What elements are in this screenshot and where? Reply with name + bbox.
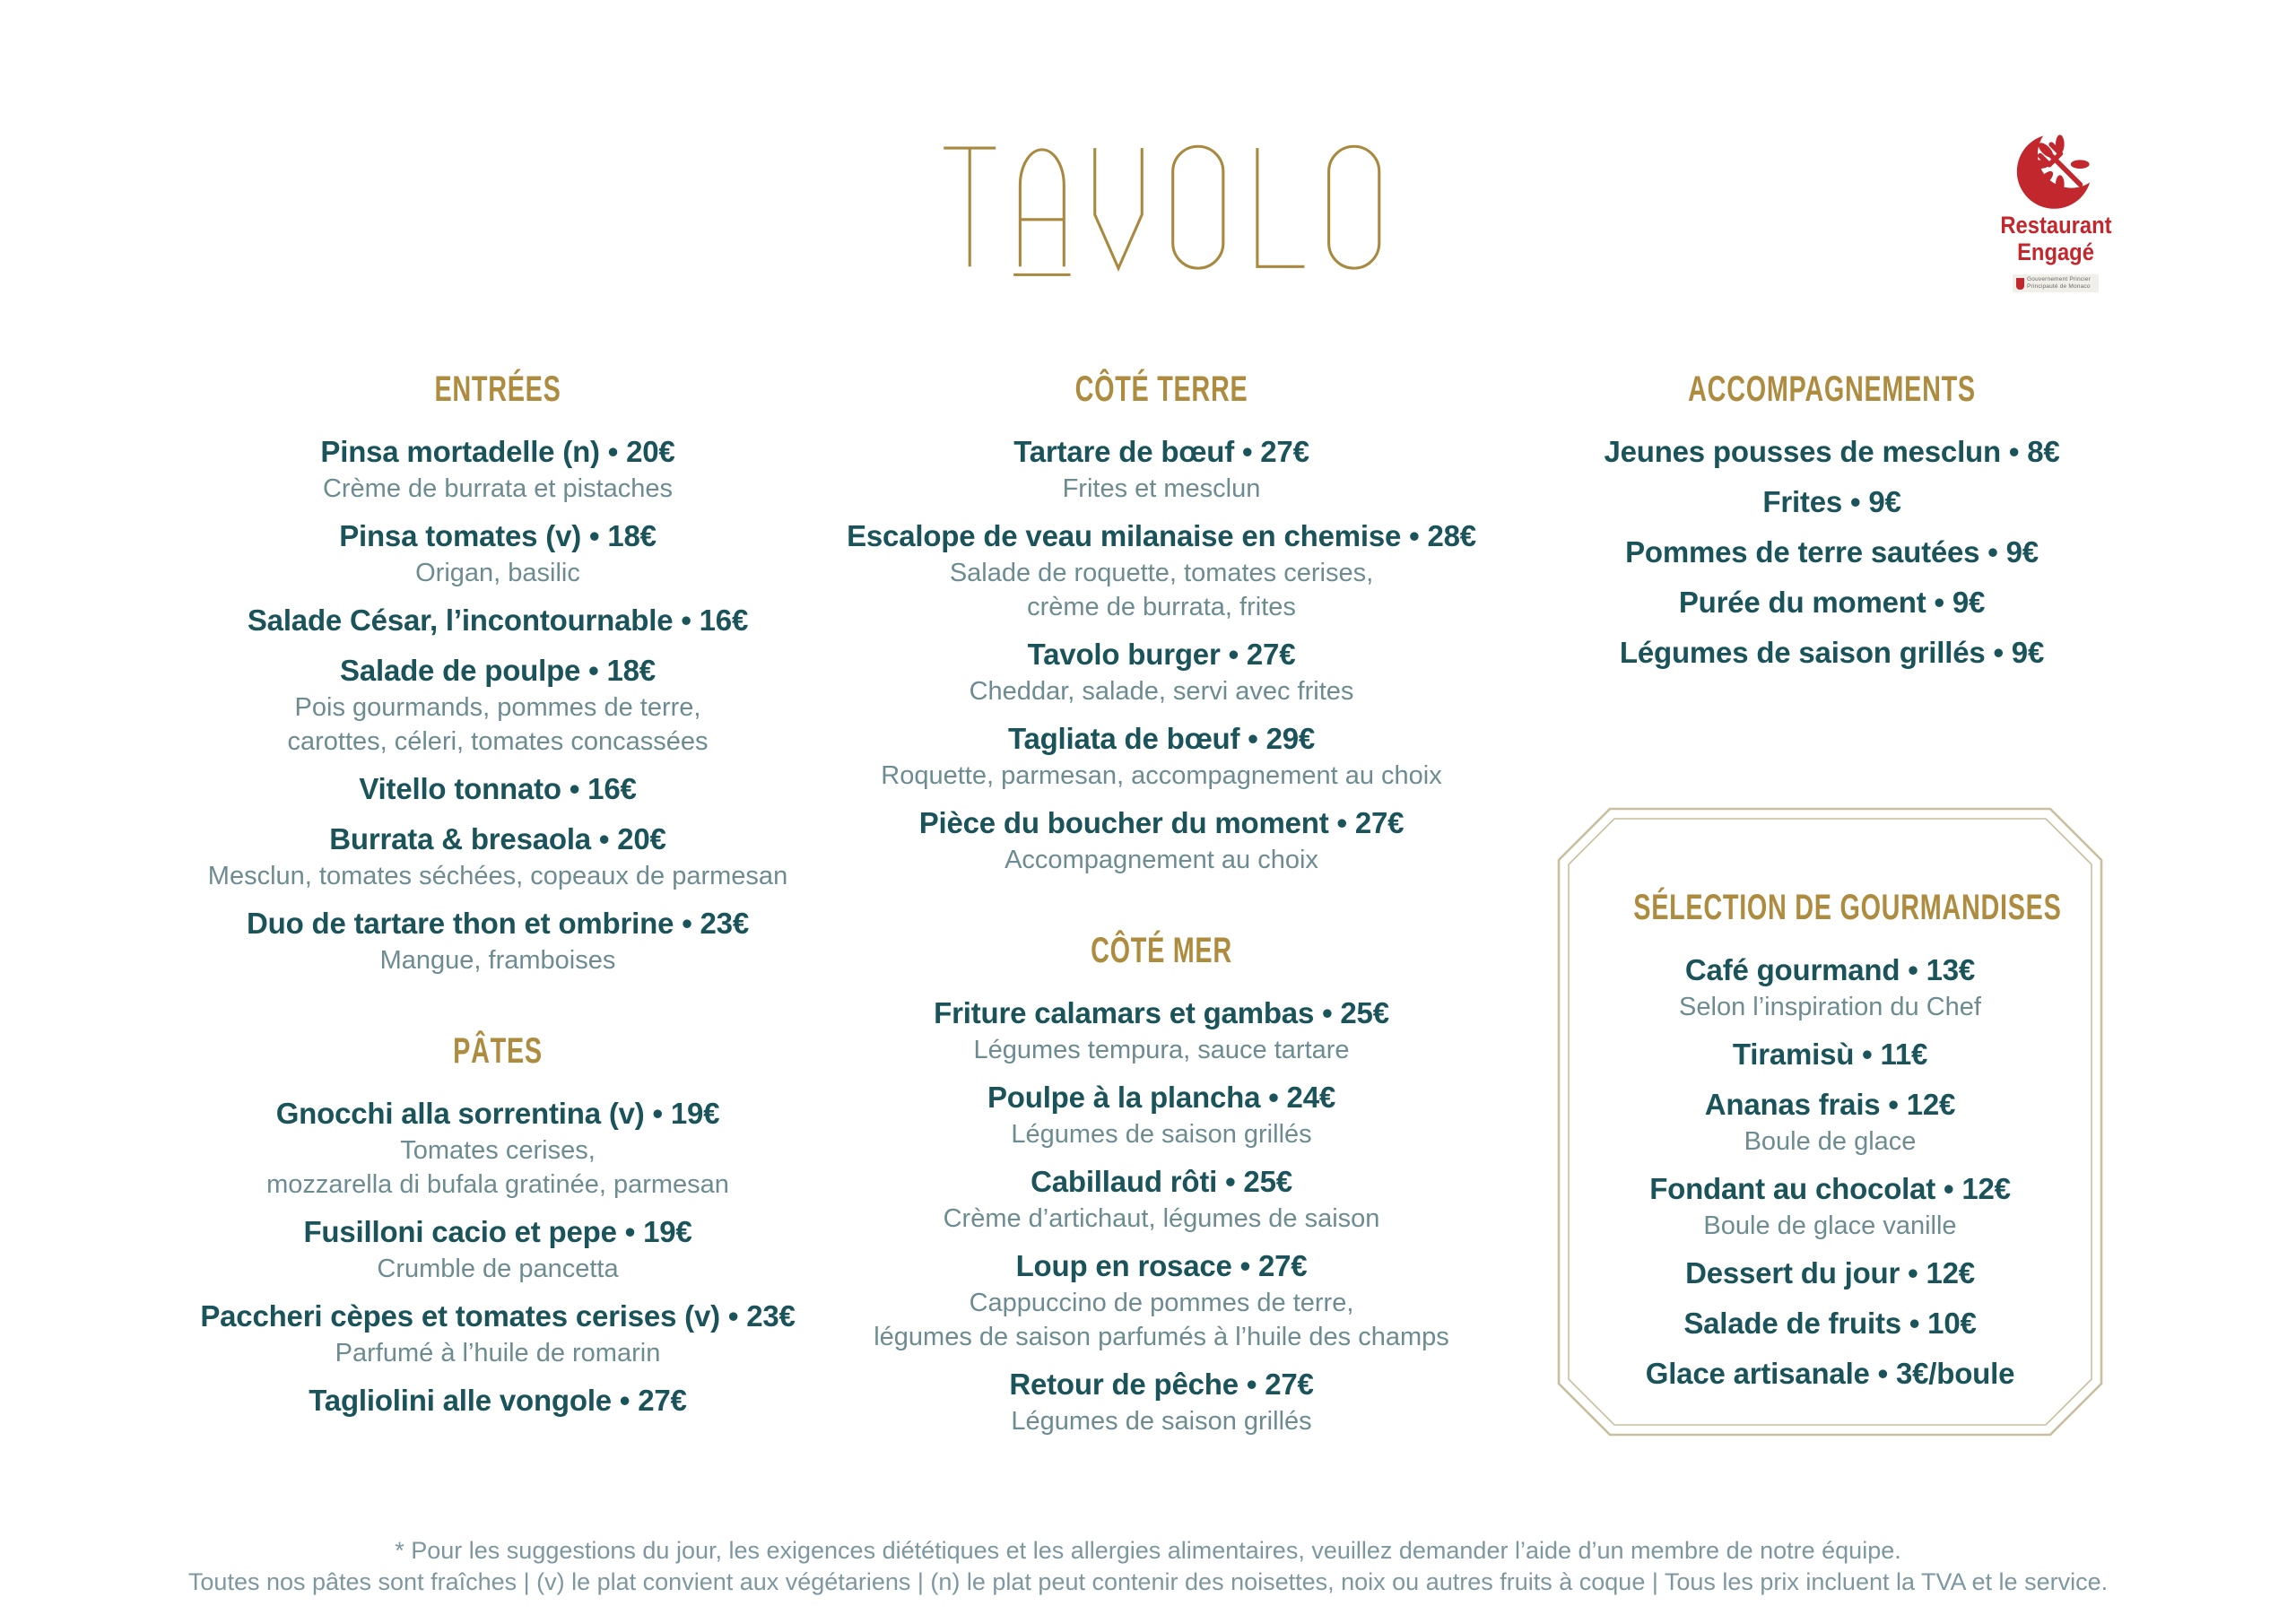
menu-item bbox=[139, 1381, 857, 1420]
footer-line-2: Toutes nos pâtes sont fraîches | (v) le plat convient aux végétariens | (n) le plat peut contenir des noisettes, noix ou autres fruits à coque | Tous les prix incluent la TVA et le service. bbox=[187, 1568, 2109, 1595]
menu-item-desc: crème de burrata, frites bbox=[1027, 593, 1296, 621]
menu-item bbox=[139, 769, 857, 809]
section-items-cote-terre bbox=[816, 432, 1507, 877]
menu-item-desc: légumes de saison parfumés à l’huile des champs bbox=[874, 1323, 1449, 1351]
menu-item-desc: Pois gourmands, pommes de terre, bbox=[294, 693, 701, 722]
menu-item bbox=[1525, 482, 2139, 522]
section-title-cote-terre: CÔTÉ TERRE bbox=[1074, 369, 1248, 409]
brand-logo bbox=[937, 133, 1386, 285]
menu-item-title: Escalope de veau milanaise en chemise • 28€ bbox=[847, 519, 1476, 552]
menu-item-desc: Frites et mesclun bbox=[1062, 474, 1261, 503]
menu-item bbox=[1525, 432, 2139, 472]
menu-item bbox=[816, 994, 1507, 1067]
menu-item bbox=[816, 1246, 1507, 1354]
menu-item bbox=[139, 904, 857, 977]
menu-item bbox=[1557, 1254, 2103, 1293]
menu-item-title: Salade César, l’incontournable • 16€ bbox=[247, 603, 749, 637]
gov-banner-line1: Gouvernement Princier bbox=[2027, 276, 2092, 282]
menu-item bbox=[1557, 1354, 2103, 1394]
menu-item bbox=[816, 432, 1507, 506]
menu-item-title: Tavolo burger • 27€ bbox=[1027, 638, 1296, 671]
menu-item bbox=[139, 1094, 857, 1202]
menu-item bbox=[139, 1212, 857, 1286]
menu-item-title: Friture calamars et gambas • 25€ bbox=[934, 996, 1389, 1029]
menu-item-desc: Selon l’inspiration du Chef bbox=[1679, 993, 1981, 1021]
menu-item-desc: Légumes de saison grillés bbox=[1011, 1120, 1312, 1149]
section-title-pates: PÂTES bbox=[453, 1031, 543, 1071]
menu-item bbox=[139, 432, 857, 506]
menu-item-title: Ananas frais • 12€ bbox=[1704, 1088, 1956, 1121]
menu-item bbox=[1557, 1304, 2103, 1343]
menu-item bbox=[1525, 633, 2139, 673]
menu-item-title: Salade de poulpe • 18€ bbox=[340, 654, 656, 687]
menu-item-title: Tagliata de bœuf • 29€ bbox=[1007, 722, 1316, 755]
menu-item-desc: Parfumé à l’huile de romarin bbox=[335, 1339, 661, 1368]
menu-item-desc: Légumes tempura, sauce tartare bbox=[973, 1036, 1350, 1064]
menu-item-title: Pinsa mortadelle (n) • 20€ bbox=[320, 435, 675, 468]
menu-item-desc: Salade de roquette, tomates cerises, bbox=[949, 559, 1374, 587]
menu-item-title: Jeunes pousses de mesclun • 8€ bbox=[1604, 435, 2060, 468]
section-title-entrees: ENTRÉES bbox=[434, 369, 561, 409]
menu-item bbox=[816, 1078, 1507, 1151]
menu-item-title: Café gourmand • 13€ bbox=[1684, 953, 1976, 986]
section-items-cote-mer bbox=[816, 994, 1507, 1438]
menu-item-desc: Crème d’artichaut, légumes de saison bbox=[943, 1204, 1380, 1233]
menu-item bbox=[816, 635, 1507, 708]
menu-item bbox=[816, 517, 1507, 624]
menu-item bbox=[1557, 951, 2103, 1024]
menu-item-desc: Cheddar, salade, servi avec frites bbox=[969, 677, 1354, 706]
menu-item-desc: Boule de glace vanille bbox=[1703, 1211, 1957, 1240]
section-items-accompagnements bbox=[1525, 432, 2139, 673]
menu-item bbox=[816, 1365, 1507, 1438]
section-items-pates bbox=[139, 1094, 857, 1420]
menu-item bbox=[139, 820, 857, 893]
column-middle bbox=[816, 366, 1507, 1449]
menu-item-desc: Boule de glace bbox=[1744, 1127, 1917, 1156]
menu-item bbox=[139, 601, 857, 640]
badge-word-restaurant: Restaurant bbox=[2000, 212, 2112, 239]
section-items-entrees bbox=[139, 432, 857, 977]
menu-item-desc: Origan, basilic bbox=[415, 559, 580, 587]
menu-item-title: Poulpe à la plancha • 24€ bbox=[987, 1081, 1336, 1114]
menu-item bbox=[1525, 533, 2139, 572]
menu-item bbox=[1525, 583, 2139, 622]
gov-banner-line2: Principauté de Monaco bbox=[2027, 283, 2091, 290]
footer-notes bbox=[0, 1535, 2296, 1598]
menu-item bbox=[139, 651, 857, 759]
menu-item-desc: Accompagnement au choix bbox=[1004, 846, 1318, 874]
menu-item-title: Tartare de bœuf • 27€ bbox=[1013, 435, 1309, 468]
menu-item-title: Gnocchi alla sorrentina (v) • 19€ bbox=[275, 1097, 720, 1130]
menu-item-desc: Tomates cerises, bbox=[400, 1136, 596, 1165]
menu-item-desc: Légumes de saison grillés bbox=[1011, 1407, 1312, 1436]
menu-item bbox=[139, 517, 857, 590]
menu-item-title: Purée du moment • 9€ bbox=[1678, 586, 1986, 619]
footer-line-1: * Pour les suggestions du jour, les exigences diététiques et les allergies alimentaires, veuillez demander l’aide d’un membre de notre équipe. bbox=[395, 1537, 1901, 1564]
menu-item-title: Vitello tonnato • 16€ bbox=[359, 772, 637, 805]
menu-item-desc: Roquette, parmesan, accompagnement au choix bbox=[881, 761, 1442, 790]
menu-item-title: Tagliolini alle vongole • 27€ bbox=[309, 1384, 687, 1417]
menu-item bbox=[1557, 1085, 2103, 1159]
menu-item-title: Duo de tartare thon et ombrine • 23€ bbox=[247, 907, 749, 940]
column-left bbox=[139, 366, 857, 1431]
menu-item-desc: carottes, céleri, tomates concassées bbox=[287, 727, 709, 756]
menu-item bbox=[816, 719, 1507, 793]
menu-item-desc: Mangue, framboises bbox=[379, 946, 616, 975]
section-cote-terre bbox=[816, 366, 1507, 877]
section-title-accompagnements: ACCOMPAGNEMENTS bbox=[1688, 369, 1976, 409]
badge-word-engage: Engagé bbox=[2017, 239, 2094, 265]
restaurant-engage-badge bbox=[1993, 126, 2118, 292]
gourmandises-box bbox=[1557, 807, 2103, 1437]
section-cote-mer bbox=[816, 927, 1507, 1438]
menu-item-desc: Crème de burrata et pistaches bbox=[322, 474, 674, 503]
menu-item bbox=[1557, 1169, 2103, 1243]
section-gourmandises bbox=[1557, 807, 2103, 1394]
menu-item-title: Burrata & bresaola • 20€ bbox=[329, 822, 666, 855]
section-title-gourmandises: SÉLECTION DE GOURMANDISES bbox=[1633, 888, 2062, 927]
menu-item-desc: mozzarella di bufala gratinée, parmesan bbox=[266, 1170, 729, 1199]
section-items-gourmandises bbox=[1557, 951, 2103, 1394]
menu-item bbox=[139, 1297, 857, 1370]
menu-item-title: Glace artisanale • 3€/boule bbox=[1645, 1357, 2015, 1390]
section-pates bbox=[139, 1028, 857, 1420]
menu-item-desc: Crumble de pancetta bbox=[377, 1255, 619, 1283]
menu-item-title: Frites • 9€ bbox=[1762, 485, 1901, 518]
gouvernement-princier-banner bbox=[2013, 274, 2099, 292]
menu-item-title: Tiramisù • 11€ bbox=[1732, 1038, 1928, 1071]
menu-item-title: Loup en rosace • 27€ bbox=[1015, 1249, 1308, 1282]
menu-item-desc: Mesclun, tomates séchées, copeaux de parmesan bbox=[207, 862, 788, 890]
menu-item-title: Pommes de terre sautées • 9€ bbox=[1625, 535, 2039, 569]
section-accompagnements bbox=[1525, 366, 2139, 673]
monaco-crest-icon bbox=[2016, 278, 2024, 290]
menu-item-title: Salade de fruits • 10€ bbox=[1683, 1307, 1977, 1340]
menu-item-title: Paccheri cèpes et tomates cerises (v) • 23€ bbox=[200, 1299, 796, 1333]
tavolo-wordmark-drawing bbox=[937, 133, 1386, 285]
menu-item-title: Dessert du jour • 12€ bbox=[1685, 1256, 1975, 1289]
restaurant-engage-icon bbox=[2013, 126, 2099, 212]
menu-item-title: Pièce du boucher du moment • 27€ bbox=[918, 806, 1405, 839]
menu-item-title: Légumes de saison grillés • 9€ bbox=[1619, 636, 2045, 669]
section-entrees bbox=[139, 366, 857, 977]
menu-item-title: Cabillaud rôti • 25€ bbox=[1031, 1165, 1292, 1198]
menu-item bbox=[1557, 1035, 2103, 1074]
menu-item bbox=[816, 803, 1507, 877]
menu-item bbox=[816, 1162, 1507, 1236]
column-right bbox=[1525, 366, 2139, 683]
menu-item-title: Fusilloni cacio et pepe • 19€ bbox=[303, 1215, 692, 1248]
menu-item-title: Pinsa tomates (v) • 18€ bbox=[339, 519, 657, 552]
menu-item-title: Retour de pêche • 27€ bbox=[1009, 1368, 1314, 1401]
menu-item-desc: Cappuccino de pommes de terre, bbox=[969, 1289, 1354, 1317]
menu-item-title: Fondant au chocolat • 12€ bbox=[1649, 1172, 2011, 1205]
gov-banner-text bbox=[2027, 276, 2091, 291]
section-title-cote-mer: CÔTÉ MER bbox=[1091, 931, 1232, 970]
